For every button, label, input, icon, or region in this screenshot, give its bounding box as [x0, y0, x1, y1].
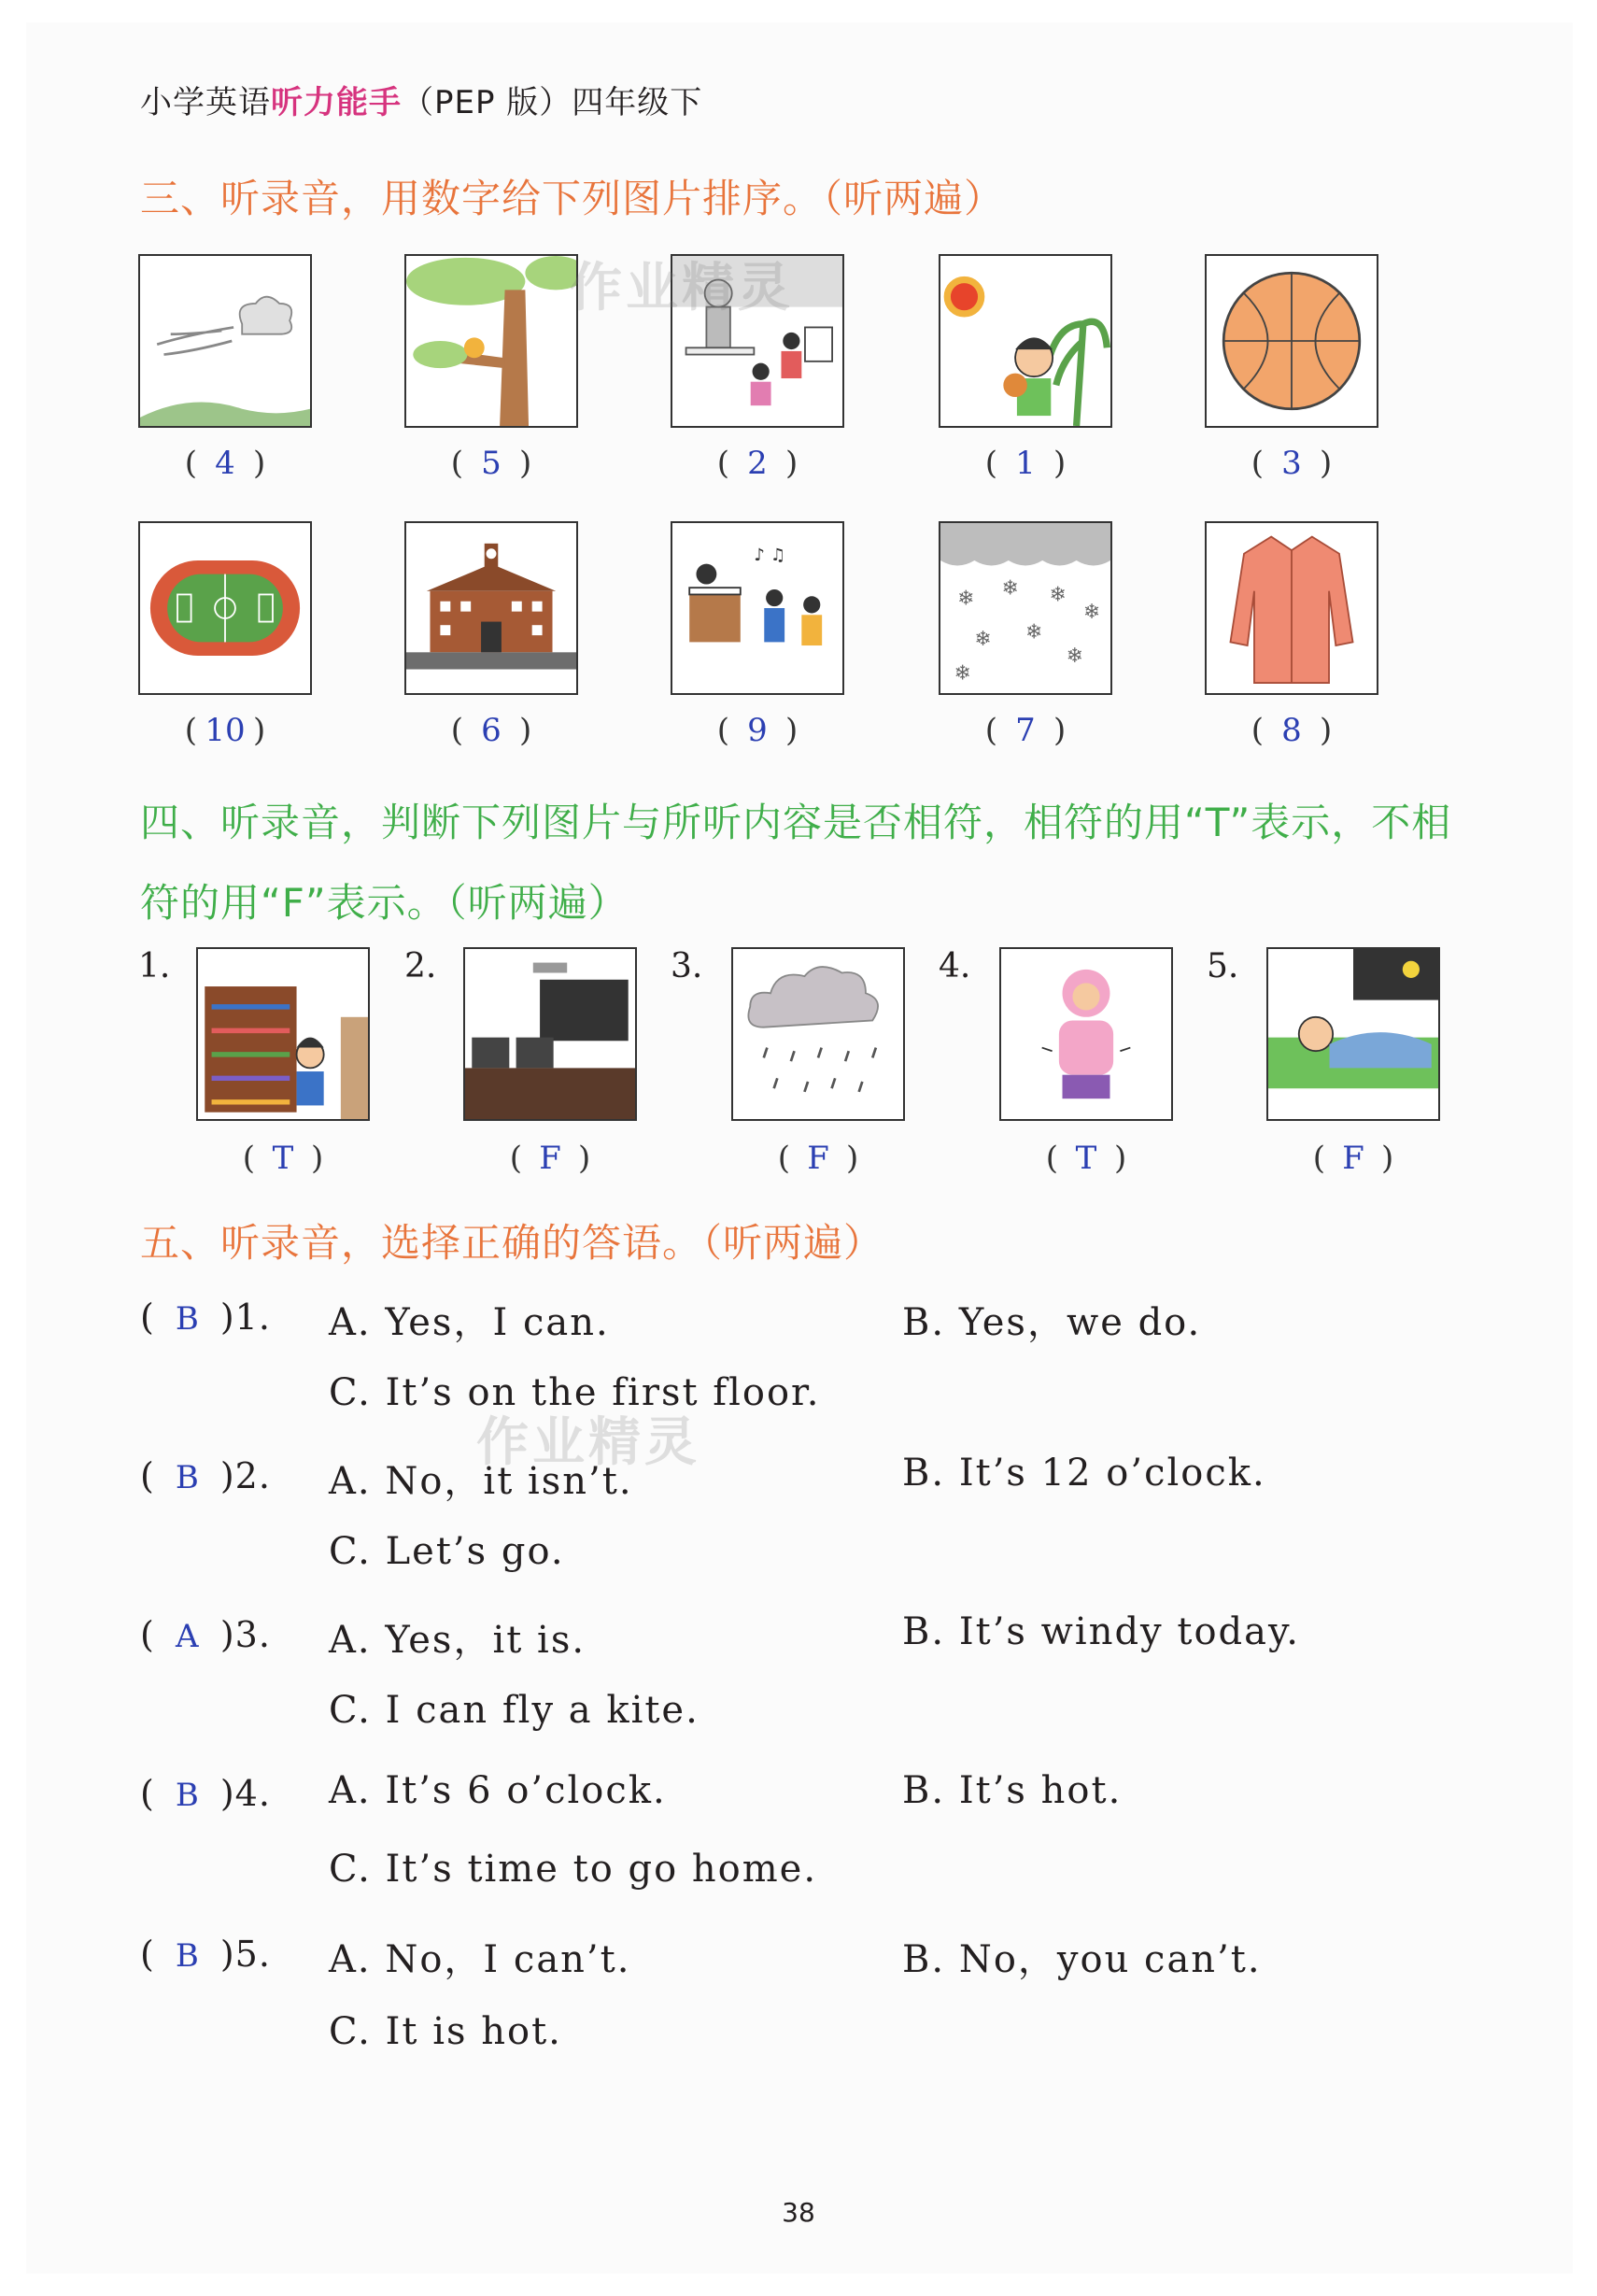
answer-value[interactable]: B [175, 1459, 200, 1496]
option-a: A. Yes，I can. [329, 1301, 610, 1344]
option-b: B. It’s 12 o’clock. [902, 1452, 1266, 1495]
header-brand: 听力能手 [271, 84, 402, 121]
item-number: 5. [1207, 947, 1239, 985]
section3-title: 三、听录音，用数字给下列图片排序。（听两遍） [140, 176, 1005, 221]
answer-value[interactable]: B [175, 1300, 200, 1338]
svg-text:❄: ❄ [1049, 583, 1067, 607]
answer-value: 2 [747, 445, 768, 482]
answer-value: F [539, 1140, 561, 1177]
header-prefix: 小学英语 [140, 84, 271, 121]
section5-title: 五、听录音，选择正确的答语。（听两遍） [140, 1220, 884, 1266]
answer-value: F [807, 1140, 829, 1177]
answer-value: 4 [215, 445, 235, 482]
answer-blank[interactable]: ( 2 ) [716, 445, 798, 482]
answer-blank[interactable]: ( 9 ) [716, 712, 798, 749]
playground-icon [138, 521, 312, 695]
answer-value: F [1342, 1140, 1364, 1177]
option-c: C. I can fly a kite. [329, 1689, 700, 1732]
answer-blank[interactable]: ( T ) [242, 1140, 324, 1177]
item-number: 1. [138, 947, 171, 985]
rain-icon [731, 947, 905, 1121]
bedtime-icon [1266, 947, 1440, 1121]
music-room-icon [671, 521, 844, 695]
computer-room-icon [463, 947, 637, 1121]
answer-blank[interactable]: ( T ) [1045, 1140, 1127, 1177]
library-icon [196, 947, 370, 1121]
school-building-icon [404, 521, 578, 695]
question-number: ( B )1. [140, 1297, 271, 1338]
answer-blank[interactable]: ( 1 ) [984, 445, 1067, 482]
svg-text:❄: ❄ [1066, 645, 1083, 669]
option-c: C. It’s on the first floor. [329, 1371, 821, 1414]
answer-value: 1 [1015, 445, 1036, 482]
question-number: ( A )3. [140, 1614, 271, 1655]
answer-value: T [1075, 1140, 1097, 1177]
question-number: ( B )2. [140, 1455, 271, 1496]
question-number: ( B )4. [140, 1773, 271, 1814]
item-number: 2. [404, 947, 437, 985]
svg-text:♪ ♫: ♪ ♫ [754, 546, 786, 566]
answer-blank[interactable]: ( F ) [777, 1140, 859, 1177]
option-b: B. No，you can’t. [902, 1938, 1262, 1981]
answer-value[interactable]: B [175, 1937, 200, 1975]
answer-value[interactable]: B [175, 1777, 200, 1814]
answer-blank[interactable]: ( 6 ) [450, 712, 532, 749]
option-b: B. Yes，we do. [902, 1301, 1202, 1344]
svg-text:❄: ❄ [974, 628, 992, 652]
answer-blank[interactable]: ( F ) [1312, 1140, 1394, 1177]
option-a: A. It’s 6 o’clock. [329, 1769, 667, 1812]
item-number: 3. [671, 947, 703, 985]
wind-cloud-icon [138, 254, 312, 428]
page-number: 38 [782, 2197, 815, 2228]
answer-blank[interactable]: ( 8 ) [1251, 712, 1333, 749]
snow-icon [939, 521, 1112, 695]
hot-sun-boy-icon [939, 254, 1112, 428]
question-number: ( B )5. [140, 1934, 271, 1975]
watermark: 作业精灵 [476, 1412, 700, 1473]
cold-girl-icon [999, 947, 1173, 1121]
svg-text:❄: ❄ [954, 661, 971, 686]
item-number: 4. [939, 947, 971, 985]
option-c: C. Let’s go. [329, 1530, 565, 1573]
answer-value: 9 [747, 712, 768, 749]
coat-icon [1205, 521, 1378, 695]
book-header [140, 77, 702, 122]
option-b: B. It’s windy today. [902, 1610, 1300, 1653]
answer-value: 10 [205, 712, 246, 749]
svg-text:❄: ❄ [1082, 600, 1101, 624]
answer-blank[interactable]: ( 4 ) [184, 445, 266, 482]
answer-blank[interactable]: ( 7 ) [984, 712, 1067, 749]
svg-text:❄: ❄ [957, 587, 975, 611]
svg-text:❄: ❄ [1025, 620, 1043, 645]
watermark: 作业精灵 [570, 258, 794, 319]
section4-title: 四、听录音，判断下列图片与所听内容是否相符，相符的用“T”表示，不相符的用“F”表示。（听两遍） [140, 800, 1452, 926]
svg-text:❄: ❄ [1001, 576, 1019, 601]
header-suffix: （PEP 版）四年级下 [402, 84, 703, 121]
answer-blank[interactable]: ( F ) [509, 1140, 591, 1177]
answer-blank[interactable]: ( 3 ) [1251, 445, 1333, 482]
option-c: C. It is hot. [329, 2010, 562, 2053]
answer-value: T [272, 1140, 294, 1177]
answer-value: 5 [481, 445, 502, 482]
answer-value: 3 [1281, 445, 1302, 482]
option-a: A. No，I can’t. [329, 1938, 631, 1981]
option-a: A. Yes，it is. [329, 1619, 587, 1662]
answer-value: 8 [1281, 712, 1302, 749]
option-c: C. It’s time to go home. [329, 1848, 818, 1891]
answer-value: 6 [481, 712, 502, 749]
answer-blank[interactable]: ( 10 ) [184, 712, 266, 749]
tree-bird-icon [404, 254, 578, 428]
answer-value[interactable]: A [176, 1618, 200, 1655]
option-a: A. No，it isn’t. [329, 1460, 633, 1503]
answer-value: 7 [1015, 712, 1036, 749]
option-b: B. It’s hot. [902, 1769, 1123, 1812]
ball-icon [1205, 254, 1378, 428]
answer-blank[interactable]: ( 5 ) [450, 445, 532, 482]
